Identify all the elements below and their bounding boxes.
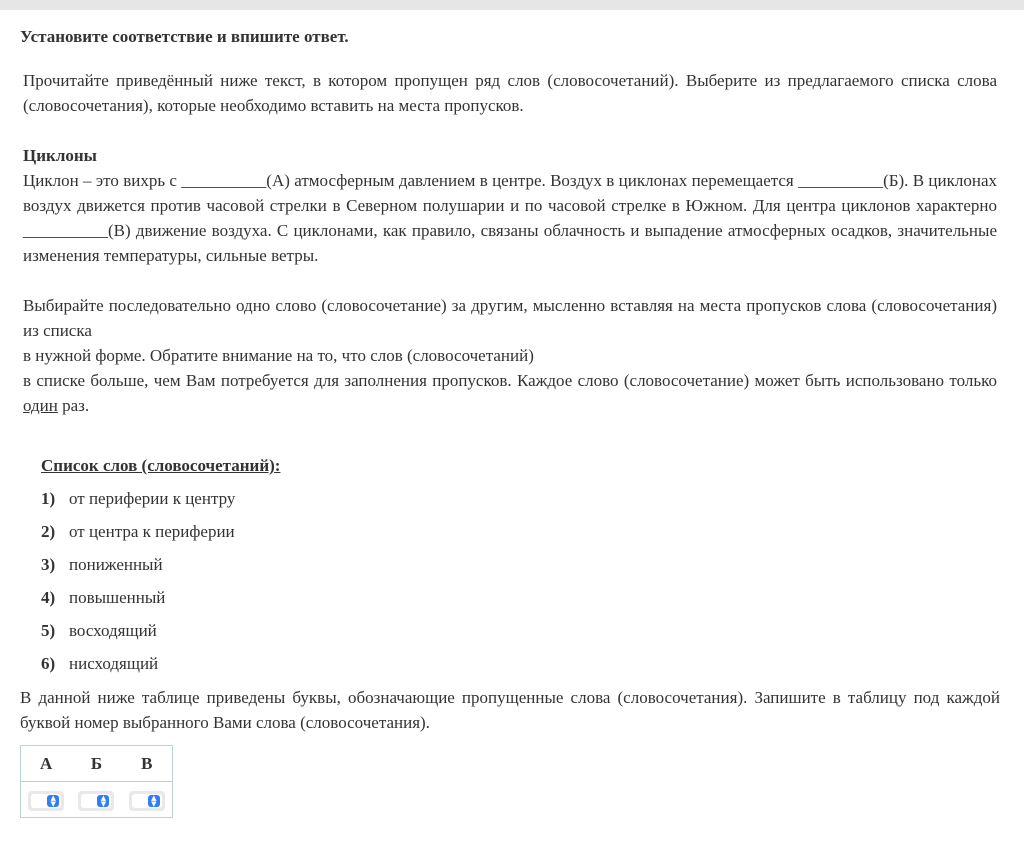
- top-bar: [0, 0, 1024, 10]
- word-item-number: 3): [41, 555, 56, 574]
- answer-cell-a: [21, 791, 71, 811]
- answer-select-b[interactable]: [78, 791, 114, 811]
- word-item: [41, 521, 280, 554]
- underlined-word: один: [23, 396, 58, 415]
- word-item-number: 1): [41, 489, 56, 508]
- intro-paragraph: Прочитайте приведённый ниже текст, в котором пропущен ряд слов (словосочетаний). Выберите из предлагаемого списка слова (словосочетания), которые необходимо вставить на места пропусков.: [23, 71, 997, 115]
- answer-table-header: [21, 746, 172, 782]
- word-item-number: 5): [41, 621, 56, 640]
- text-body: Циклон – это вихрь с __________(А) атмосферным давлением в центре. Воздух в циклонах перемещается __________(Б). В циклонах воздух движется против часовой стрелки в Северном полушарии и по часовой стрелке в Южном. Для центра циклонов характерно __________(В) движение воздуха. С циклонами, как правило, связаны облачность и выпадение атмосферных осадков, значительные изменения температуры, сильные ветры.: [23, 171, 997, 265]
- answer-header-v: В: [141, 754, 153, 773]
- word-item-number: 6): [41, 654, 56, 673]
- task-title: Установите соответствие и впишите ответ.: [20, 27, 349, 46]
- select-stepper-icon: ▲ ▼: [97, 795, 109, 807]
- instructions-line-2: в нужной форме. Обратите внимание на то, что слов (словосочетаний): [23, 346, 534, 365]
- answer-select-a[interactable]: [28, 791, 64, 811]
- word-item-number: 4): [41, 588, 56, 607]
- word-item-text: пониженный: [69, 555, 163, 574]
- answer-table-row: [21, 782, 172, 819]
- text-title: Циклоны: [23, 146, 97, 165]
- word-item-text: повышенный: [69, 588, 166, 607]
- word-item-text: восходящий: [69, 621, 157, 640]
- answer-header-b: Б: [90, 754, 103, 773]
- select-stepper-icon: ▲ ▼: [47, 795, 59, 807]
- answer-cell-b: [71, 791, 121, 811]
- word-item-text: нисходящий: [69, 654, 159, 673]
- word-item-text: от центра к периферии: [69, 522, 235, 541]
- word-item-text: от периферии к центру: [69, 489, 236, 508]
- answer-cell-v: [122, 791, 172, 811]
- word-list: [41, 455, 280, 686]
- instructions-paragraph: [23, 293, 997, 418]
- word-item: [41, 554, 280, 587]
- answer-table: [20, 745, 173, 818]
- word-item: [41, 620, 280, 653]
- word-item: [41, 587, 280, 620]
- word-item: [41, 488, 280, 521]
- word-list-title: Список слов (словосочетаний):: [41, 456, 281, 475]
- instructions-line-1: Выбирайте последовательно одно слово (словосочетание) за другим, мысленно вставляя на места пропусков слова (словосочетания) из списка: [23, 296, 997, 340]
- word-item-number: 2): [41, 522, 56, 541]
- answer-header-a: А: [40, 754, 53, 773]
- table-instructions: В данной ниже таблице приведены буквы, обозначающие пропущенные слова (словосочетания). Запишите в таблицу под каждой буквой номер выбранного Вами слова (словосочетания).: [20, 688, 1000, 732]
- instructions-line-3-end: раз.: [62, 396, 90, 415]
- instructions-line-3: [23, 368, 997, 418]
- word-item: [41, 653, 280, 686]
- select-stepper-icon: ▲ ▼: [148, 795, 160, 807]
- instructions-line-3-text: в списке больше, чем Вам потребуется для заполнения пропусков. Каждое слово (словосочетание) может быть использовано только: [23, 371, 997, 390]
- answer-select-v[interactable]: [129, 791, 165, 811]
